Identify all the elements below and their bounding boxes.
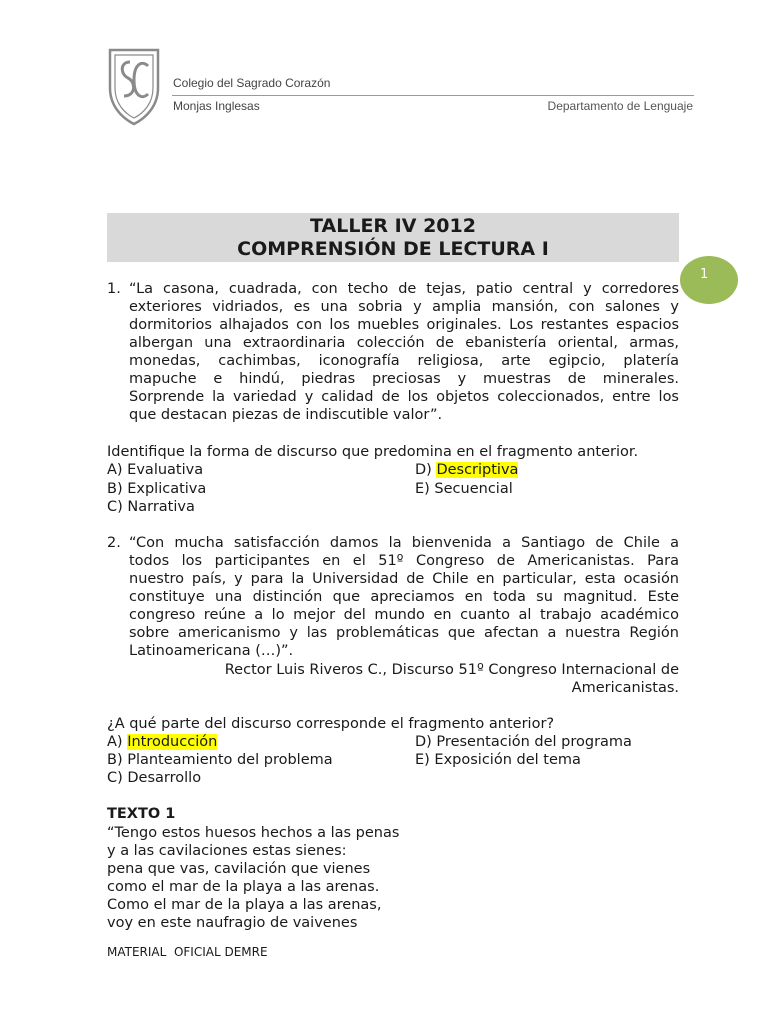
option-2-a xyxy=(107,733,217,751)
passage-line: todos los participantes en el 51º Congreso de Americanistas. Para xyxy=(129,553,679,569)
option-letter: A) xyxy=(107,734,128,750)
passage-line: constituye una distinción que apreciamos en toda su magnitud. Este xyxy=(129,589,679,605)
passage-line: nuestro país, y para la Universidad de Chile en particular, esta ocasión xyxy=(129,571,679,587)
passage-line: “Con mucha satisfacción damos la bienvenida a Santiago de Chile a xyxy=(129,535,679,551)
poem-line: “Tengo estos huesos hechos a las penas xyxy=(107,825,400,841)
title-line-2: COMPRENSIÓN DE LECTURA I xyxy=(237,238,549,260)
poem-line: Como el mar de la playa a las arenas, xyxy=(107,897,382,913)
passage-line: que destacan piezas de indiscutible valor”. xyxy=(129,407,443,423)
question-2-number: 2. xyxy=(107,535,121,551)
page-number: 1 xyxy=(700,267,709,282)
question-2-passage xyxy=(129,534,679,660)
passage-line: “La casona, cuadrada, con techo de tejas, patio central y corredores xyxy=(129,281,679,297)
passage-line: sobre americanismo y las problemáticas que afectan a nuestra Región xyxy=(129,625,679,641)
question-1-number: 1. xyxy=(107,281,121,297)
poem-line: como el mar de la playa a las arenas. xyxy=(107,879,380,895)
passage-line: exteriores vidriados, es una sobria y amplia mansión, con salones y xyxy=(129,299,679,315)
highlighted-answer: Introducción xyxy=(127,734,218,750)
question-2-attribution xyxy=(225,661,679,697)
question-2-prompt: ¿A qué parte del discurso corresponde el fragmento anterior? xyxy=(107,716,555,732)
option-2-e: E) Exposición del tema xyxy=(415,752,581,768)
highlighted-answer: Descriptiva xyxy=(436,462,519,478)
passage-line: Sorprende la variedad y calidad de los objetos coleccionados, entre los xyxy=(129,389,679,405)
passage-line: monedas, cachimbas, iconografía religiosa, arte egipcio, platería xyxy=(129,353,679,369)
texto-1-poem xyxy=(107,824,399,932)
option-1-e: E) Secuencial xyxy=(415,481,513,497)
option-2-c: C) Desarrollo xyxy=(107,770,202,786)
attribution-line: Americanistas. xyxy=(571,680,679,696)
passage-line: albergan una extraordinaria colección de ebanistería oriental, armas, xyxy=(129,335,679,351)
school-order: Monjas Inglesas xyxy=(173,99,260,113)
school-name: Colegio del Sagrado Corazón xyxy=(173,76,331,90)
option-2-b: B) Planteamiento del problema xyxy=(107,752,333,768)
passage-line: dormitorios alhajados con los muebles originales. Los restantes espacios xyxy=(129,317,679,333)
option-1-b: B) Explicativa xyxy=(107,481,207,497)
option-2-d: D) Presentación del programa xyxy=(415,734,632,750)
passage-line: congreso reúne a lo mejor del mundo en cuanto al trabajo académico xyxy=(129,607,679,623)
document-title xyxy=(107,213,679,262)
department-name: Departamento de Lenguaje xyxy=(547,99,693,113)
page-number-badge xyxy=(680,256,738,304)
option-1-c: C) Narrativa xyxy=(107,499,195,515)
school-logo xyxy=(106,44,162,126)
title-line-1: TALLER IV 2012 xyxy=(310,215,476,237)
option-letter: D) xyxy=(415,462,437,478)
footer-source: MATERIAL OFICIAL DEMRE xyxy=(107,945,268,959)
header-divider xyxy=(172,95,694,96)
question-1-prompt: Identifique la forma de discurso que predomina en el fragmento anterior. xyxy=(107,444,639,460)
passage-line: mapuche e hindú, piedras preciosas y muestras de minerales. xyxy=(129,371,679,387)
passage-line: Latinoamericana (…)”. xyxy=(129,643,294,659)
poem-line: y a las cavilaciones estas sienes: xyxy=(107,843,347,859)
poem-line: voy en este naufragio de vaivenes xyxy=(107,915,358,931)
texto-1-heading: TEXTO 1 xyxy=(107,806,176,822)
option-1-a: A) Evaluativa xyxy=(107,462,204,478)
option-1-d xyxy=(415,461,518,479)
question-1-passage xyxy=(129,280,679,424)
attribution-line: Rector Luis Riveros C., Discurso 51º Congreso Internacional de xyxy=(224,662,679,678)
poem-line: pena que vas, cavilación que vienes xyxy=(107,861,371,877)
